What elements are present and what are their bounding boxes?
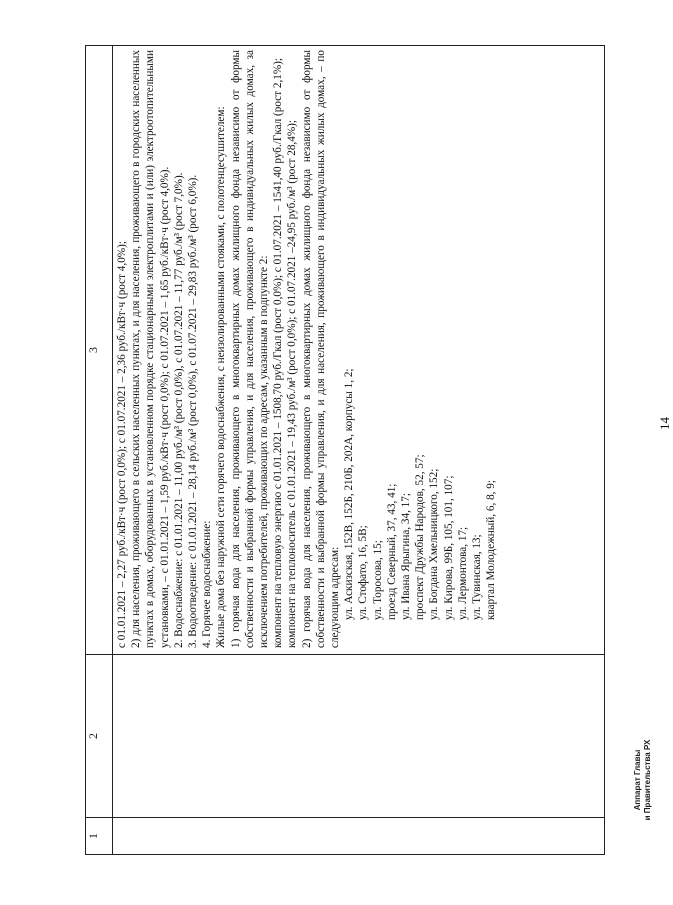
text-line: Жилые дома без наружной сети горячего водоснабжения, с неизолированными стояками, с полотенцесушителем: xyxy=(215,106,228,648)
header-col-2: 2 xyxy=(86,655,113,818)
header-col-1: 1 xyxy=(86,818,113,855)
header-col-3: 3 xyxy=(86,46,113,655)
text-line: 4. Горячее водоснабжение: xyxy=(201,520,214,648)
text-line: компонент на тепловую энергию с 01.01.2021 – 1508,70 руб./Гкал (рост 0,0%); с 01.07.2021 – 1541,40 руб./Гкал (рост 2,1%); xyxy=(272,57,285,648)
address-item: проезд Северный, 37, 43, 41; xyxy=(385,483,398,620)
address-item: проспект Дружбы Народов, 52, 57; xyxy=(414,454,427,620)
address-item: ул. Богдана Хмельницкого, 152; xyxy=(428,468,441,620)
address-item: ул. Лермонтова, 17; xyxy=(456,526,469,620)
address-item: ул. Тувинская, 13; xyxy=(471,534,484,620)
text-line: с 01.01.2021 – 2,27 руб./кВт·ч (рост 0,0%); с 01.07.2021 – 2,36 руб./кВт·ч (рост 4,0%); xyxy=(116,241,128,648)
address-item: ул. Торосова, 15; xyxy=(371,540,384,620)
text-line: 2) горячая вода для населения, проживающего в многоквартирных домах жилищного фонда независимо от формы собственности и выбранной формы управления, и для населения, проживающего в индивидуальных жилых домах, – по следующим адресам: xyxy=(300,50,342,648)
document-table xyxy=(85,45,605,855)
stamp-line-1: Аппарат Главы xyxy=(633,749,642,811)
address-item: ул. Ивана Ярыгина, 34, 17; xyxy=(400,493,413,620)
address-item: ул. Аскизская, 152В, 152Б, 210Б, 202А, корпусы 1, 2; xyxy=(343,368,356,620)
table-body-row xyxy=(113,46,605,855)
office-stamp xyxy=(633,725,653,835)
body-col-2 xyxy=(113,655,605,818)
address-item: ул. Кирова, 99Б, 105, 101, 107; xyxy=(442,475,455,620)
text-line: 2) для населения, проживающего в сельских населенных пунктах, и для населения, проживающего в городских населенных пунктах в домах, оборудованных в установленном порядке стационарными электроплитами и (или) электроотопительными установками, – с 01.01.2021 – 1,59 руб./кВт·ч (рост 0,0%); с 01.07.2021 – 1,65 руб./кВт·ч (рост 4,0%). xyxy=(130,50,171,648)
body-col-3 xyxy=(113,46,605,655)
text-line: 2. Водоснабжение: с 01.01.2021 – 11,00 руб./м³ (рост 0,0%), с 01.07.2021 – 11,77 руб./м³ (рост 7,0%). xyxy=(172,172,185,648)
text-line: 3. Водоотведение: с 01.01.2021 – 28,14 руб./м³ (рост 0,0%), с 01.07.2021 – 29,83 руб./м³ (рост 6,0%). xyxy=(187,174,200,648)
rotated-page xyxy=(85,45,672,855)
table-header-row xyxy=(86,46,113,855)
address-item: квартал Молодежный, 6, 8, 9; xyxy=(485,480,498,620)
stamp-line-2: и Правительства РХ xyxy=(643,739,652,821)
address-item: ул. Стофато, 16, 5В; xyxy=(357,525,370,620)
page-number: 14 xyxy=(657,417,672,430)
body-col-1 xyxy=(113,818,605,855)
text-line: компонент на теплоноситель с 01.01.2021 – 19,43 руб./м³ (рост 0,0%); с 01.07.2021 –24,95 руб./м³ (рост 28,4%); xyxy=(286,120,299,648)
text-line: 1) горячая вода для населения, проживающего в многоквартирных домах жилищного фонда независимо от формы собственности и выбранной формы управления, и для населения, проживающего в индивидуальных жилых домах, за исключением потребителей, проживающих по адресам, указанным в подпункте 2: xyxy=(229,50,271,648)
